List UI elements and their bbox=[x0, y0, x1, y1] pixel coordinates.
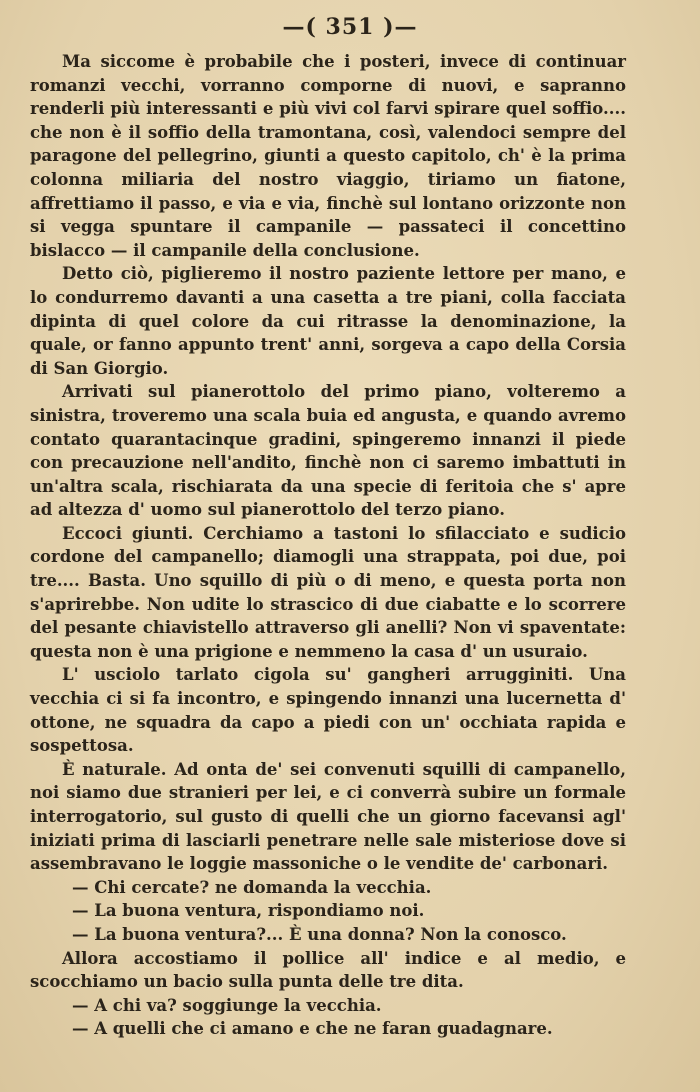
paragraph: Ma siccome è probabile che i posteri, invece di continuar romanzi vecchi, vorranno comporne di nuovi, e sapranno renderli più interessanti e più vivi col farvi spirare quel soffio.... che non è il soffio della tramontana, così, valendoci sempre del paragone del pellegrino, giunti a questo capitolo, ch' è la prima colonna miliaria del nostro viaggio, tiriamo un fiatone, affrettiamo il passo, e via e via, finchè sul lontano orizzonte non si vegga spuntare il campanile — passateci il concettino bislacco — il campanile della conclusione. bbox=[30, 52, 626, 260]
dialogue-line: — A quelli che ci amano e che ne faran guadagnare. bbox=[72, 1019, 553, 1039]
paragraph: L' usciolo tarlato cigola su' gangheri arrugginiti. Una vecchia ci si fa incontro, e spingendo innanzi una lucernetta d' ottone, ne squadra da capo a piedi con un' occhiata rapida e sospettosa. bbox=[30, 665, 626, 756]
paragraph: Allora accostiamo il pollice all' indice e al medio, e scocchiamo un bacio sulla punta delle tre dita. bbox=[30, 948, 626, 992]
dialogue-line: — A chi va? soggiunge la vecchia. bbox=[72, 995, 382, 1015]
page-body bbox=[30, 50, 626, 1041]
dialogue-line: — Chi cercate? ne domanda la vecchia. bbox=[72, 877, 432, 897]
paragraph: Eccoci giunti. Cerchiamo a tastoni lo sfilacciato e sudicio cordone del campanello; diamogli una strappata, poi due, poi tre.... Basta. Uno squillo di più o di meno, e questa porta non s'aprirebbe. Non udite lo strascico di due ciabatte e lo scorrere del pesante chiavistello attraverso gli anelli? Non vi spaventate: questa non è una prigione e nemmeno la casa d' un usuraio. bbox=[30, 523, 626, 661]
book-page bbox=[30, 14, 626, 1041]
paragraph: È naturale. Ad onta de' sei convenuti squilli di campanello, noi siamo due stranieri per lei, e ci converrà subire un formale interrogatorio, sul gusto di quelli che un giorno facevansi agl' iniziati prima di lasciarli penetrare nelle sale misteriose dove si assembravano le loggie massoniche o le vendite de' carbonari. bbox=[30, 759, 626, 874]
dialogue-line: — La buona ventura?... È una donna? Non la conosco. bbox=[72, 924, 567, 944]
page-number: —( 351 )— bbox=[282, 14, 418, 40]
dialogue-line: — La buona ventura, rispondiamo noi. bbox=[72, 901, 425, 921]
paragraph: Arrivati sul pianerottolo del primo piano, volteremo a sinistra, troveremo una scala buia ed angusta, e quando avremo contato quarantacinque gradini, spingeremo innanzi il piede con precauzione nell'andito, finchè non ci saremo imbattuti in un'altra scala, rischiarata da una specie di feritoia che s' apre ad altezza d' uomo sul pianerottolo del terzo piano. bbox=[30, 382, 626, 520]
paragraph: Detto ciò, piglieremo il nostro paziente lettore per mano, e lo condurremo davanti a una casetta a tre piani, colla facciata dipinta di quel colore da cui ritrasse la denominazione, la quale, or fanno appunto trent' anni, sorgeva a capo della Corsia di San Giorgio. bbox=[30, 264, 626, 378]
